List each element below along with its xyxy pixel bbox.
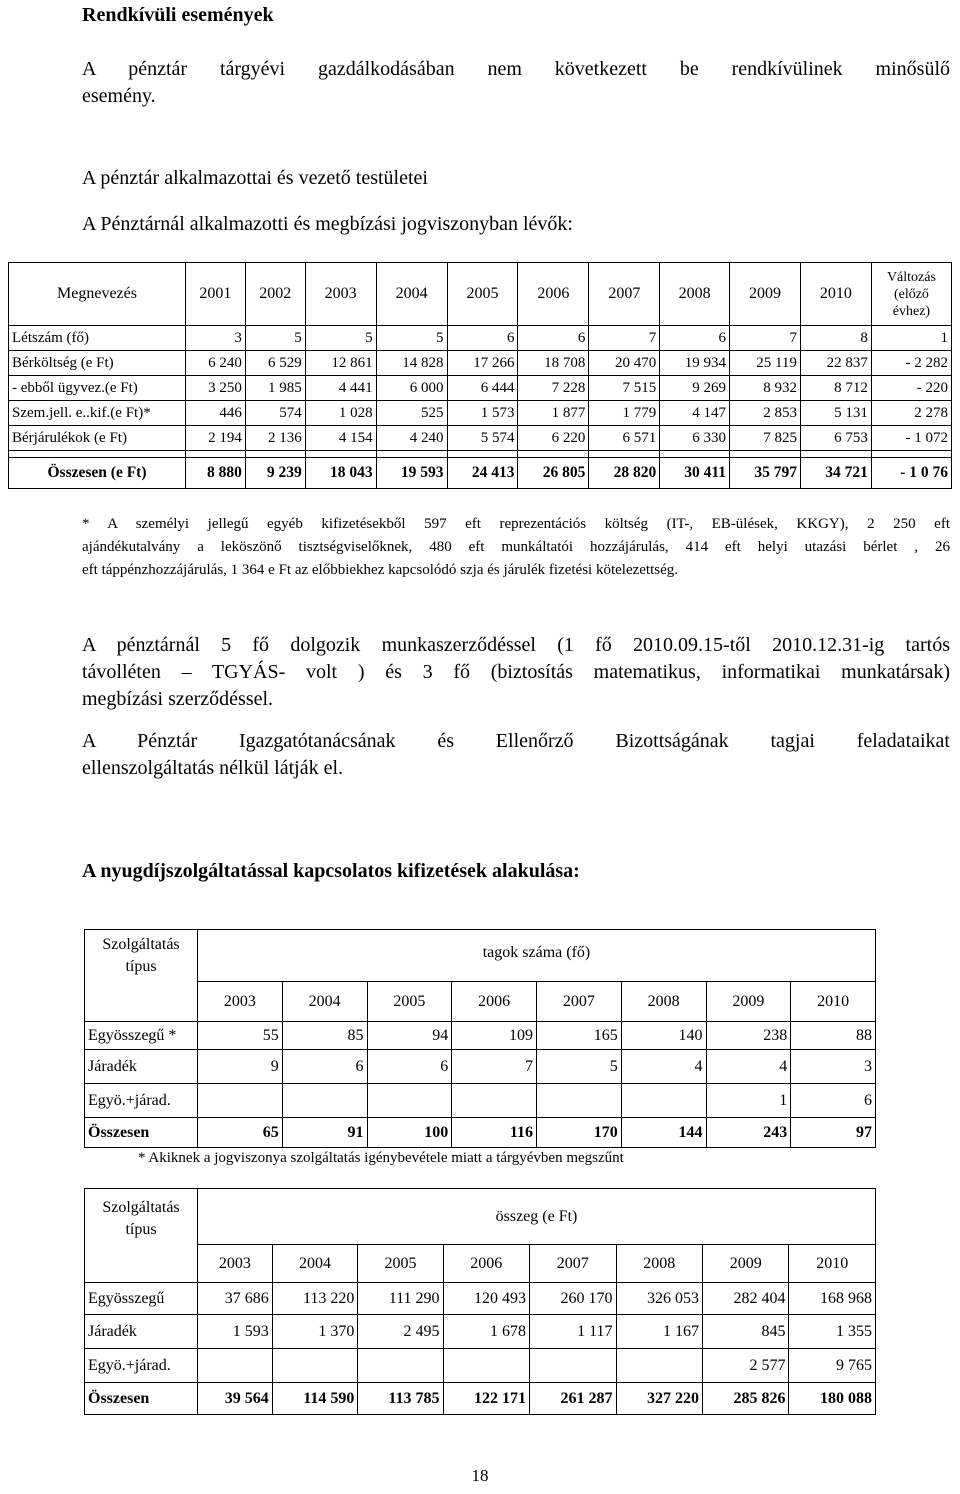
- cell: [367, 1084, 452, 1118]
- cell: [272, 1349, 358, 1383]
- members-year: 2009: [706, 982, 791, 1022]
- total-cell: 327 220: [616, 1383, 702, 1415]
- amount-type-header: [85, 1189, 198, 1283]
- table-row: [85, 1283, 876, 1315]
- cell: 1 573: [447, 401, 518, 426]
- staff-header-year: 2001: [186, 263, 246, 326]
- cell: 88: [791, 1022, 876, 1050]
- amount-year: 2009: [703, 1245, 789, 1283]
- cell: 4: [706, 1050, 791, 1084]
- total-cell: 28 820: [589, 458, 660, 489]
- members-year: 2008: [621, 982, 706, 1022]
- members-years-row: [85, 982, 876, 1022]
- total-cell: 261 287: [530, 1383, 616, 1415]
- row-label: Bérköltség (e Ft): [9, 351, 186, 376]
- staff-header-change-line3: évhez): [892, 303, 931, 319]
- total-cell: 24 413: [447, 458, 518, 489]
- cell: 5 131: [800, 401, 871, 426]
- cell: 6 000: [376, 376, 447, 401]
- cell: 113 220: [272, 1283, 358, 1315]
- amount-year: 2006: [443, 1245, 529, 1283]
- members-caption: tagok száma (fő): [198, 930, 876, 982]
- table-row: [9, 376, 952, 401]
- footnote-line3: eft táppénzhozzájárulás, 1 364 e Ft az előbbiekhez kapcsolódó szja és járulék fizetési kötelezettség.: [82, 562, 679, 578]
- cell: 326 053: [616, 1283, 702, 1315]
- total-cell: 34 721: [800, 458, 871, 489]
- total-cell: 9 239: [245, 458, 305, 489]
- total-cell: 243: [706, 1118, 791, 1148]
- members-year: 2007: [537, 982, 622, 1022]
- staff-table-header: [9, 263, 952, 326]
- cell: 2 136: [245, 426, 305, 451]
- cell: 14 828: [376, 351, 447, 376]
- cell: 6: [447, 326, 518, 351]
- cell: 109: [452, 1022, 537, 1050]
- cell: 4 147: [660, 401, 730, 426]
- cell: 6: [791, 1084, 876, 1118]
- cell: [198, 1349, 273, 1383]
- employment-text-line1: A pénztárnál 5 fő dolgozik munkaszerződéssel (1 fő 2010.09.15-től 2010.12.31-ig tartós: [82, 634, 950, 656]
- staff-header-year: 2010: [800, 263, 871, 326]
- total-cell: 122 171: [443, 1383, 529, 1415]
- total-cell: 144: [621, 1118, 706, 1148]
- row-label: Egyö.+járad.: [85, 1349, 198, 1383]
- total-cell: 35 797: [730, 458, 801, 489]
- cell: 6 753: [800, 426, 871, 451]
- cell: 6: [367, 1050, 452, 1084]
- cell: 1: [706, 1084, 791, 1118]
- cell: 7 825: [730, 426, 801, 451]
- change-cell: - 220: [871, 376, 951, 401]
- amount-year: 2008: [616, 1245, 702, 1283]
- cell: [282, 1084, 367, 1118]
- cell: [358, 1349, 443, 1383]
- cell: 6: [660, 326, 730, 351]
- row-label: Járadék: [85, 1315, 198, 1349]
- cell: 1 028: [305, 401, 376, 426]
- total-cell: 18 043: [305, 458, 376, 489]
- cell: 12 861: [305, 351, 376, 376]
- cell: 845: [703, 1315, 789, 1349]
- change-cell: 2 278: [871, 401, 951, 426]
- cell: 2 194: [186, 426, 246, 451]
- cell: 446: [186, 401, 246, 426]
- table-row: [85, 1084, 876, 1118]
- employment-text-line2: távolléten – TGYÁS- volt ) és 3 fő (biztosítás matematikus, informatikai munkatársak): [82, 661, 950, 683]
- staff-header-year: 2007: [589, 263, 660, 326]
- cell: 4: [621, 1050, 706, 1084]
- total-cell: 285 826: [703, 1383, 789, 1415]
- cell: 7 515: [589, 376, 660, 401]
- members-year: 2005: [367, 982, 452, 1022]
- members-year: 2010: [791, 982, 876, 1022]
- staff-header-year: 2009: [730, 263, 801, 326]
- cell: [530, 1349, 616, 1383]
- row-label: - ebből ügyvez.(e Ft): [9, 376, 186, 401]
- extraordinary-events-text-line1: A pénztár tárgyévi gazdálkodásában nem következett be rendkívülinek minősülő: [82, 58, 950, 80]
- members-year: 2004: [282, 982, 367, 1022]
- cell: 140: [621, 1022, 706, 1050]
- staff-header-year: 2003: [305, 263, 376, 326]
- cell: 19 934: [660, 351, 730, 376]
- cell: 2 495: [358, 1315, 443, 1349]
- section-title-payouts: A nyugdíjszolgáltatással kapcsolatos kifizetések alakulása:: [82, 860, 580, 882]
- members-type-header-line2: típus: [125, 958, 157, 975]
- cell: 1 678: [443, 1315, 529, 1349]
- members-caption-row: [85, 930, 876, 982]
- total-cell: 113 785: [358, 1383, 443, 1415]
- staff-header-change: [871, 263, 951, 326]
- cell: 6 240: [186, 351, 246, 376]
- change-cell: - 1 072: [871, 426, 951, 451]
- cell: 6 220: [518, 426, 589, 451]
- cell: 7 228: [518, 376, 589, 401]
- cell: 94: [367, 1022, 452, 1050]
- table-row: [9, 401, 952, 426]
- total-row: [85, 1118, 876, 1148]
- cell: 3 250: [186, 376, 246, 401]
- staff-header-change-line1: Változás: [886, 269, 936, 285]
- staff-header-year: 2008: [660, 263, 730, 326]
- cell: 6 330: [660, 426, 730, 451]
- employment-text-line3: megbízási szerződéssel.: [82, 688, 274, 710]
- cell: 574: [245, 401, 305, 426]
- total-label: Összesen: [85, 1383, 198, 1415]
- amount-years-row: [85, 1245, 876, 1283]
- staff-intro-text: A Pénztárnál alkalmazotti és megbízási jogviszonyban lévők:: [82, 213, 573, 235]
- row-label: Járadék: [85, 1050, 198, 1084]
- table-row: [9, 426, 952, 451]
- amount-caption: összeg (e Ft): [198, 1189, 876, 1245]
- cell: 5 574: [447, 426, 518, 451]
- change-cell: 1: [871, 326, 951, 351]
- members-year: 2003: [198, 982, 283, 1022]
- row-label: Egyösszegű *: [85, 1022, 198, 1050]
- table-row: [85, 1050, 876, 1084]
- cell: [616, 1349, 702, 1383]
- total-cell: 180 088: [789, 1383, 876, 1415]
- cell: 525: [376, 401, 447, 426]
- cell: 1 370: [272, 1315, 358, 1349]
- change-cell: - 2 282: [871, 351, 951, 376]
- cell: 7: [452, 1050, 537, 1084]
- cell: 168 968: [789, 1283, 876, 1315]
- table-row: [85, 1022, 876, 1050]
- row-label: Egyösszegű: [85, 1283, 198, 1315]
- cell: 260 170: [530, 1283, 616, 1315]
- total-cell: 30 411: [660, 458, 730, 489]
- members-year: 2006: [452, 982, 537, 1022]
- cell: 3: [186, 326, 246, 351]
- total-change-cell: - 1 0 76: [871, 458, 951, 489]
- amount-year: 2007: [530, 1245, 616, 1283]
- cell: 120 493: [443, 1283, 529, 1315]
- total-label: Összesen (e Ft): [9, 458, 186, 489]
- cell: 5: [305, 326, 376, 351]
- table-row: [85, 1315, 876, 1349]
- members-note: * Akiknek a jogviszonya szolgáltatás igénybevétele miatt a tárgyévben megszűnt: [138, 1150, 624, 1166]
- total-cell: 8 880: [186, 458, 246, 489]
- cell: 4 441: [305, 376, 376, 401]
- cell: 111 290: [358, 1283, 443, 1315]
- cell: 22 837: [800, 351, 871, 376]
- table-row: [9, 326, 952, 351]
- cell: 20 470: [589, 351, 660, 376]
- cell: 2 853: [730, 401, 801, 426]
- table-row: [9, 351, 952, 376]
- staff-header-year: 2005: [447, 263, 518, 326]
- cell: 9 765: [789, 1349, 876, 1383]
- cell: 1 355: [789, 1315, 876, 1349]
- total-row: [9, 458, 952, 489]
- amount-year: 2003: [198, 1245, 273, 1283]
- cell: 1 877: [518, 401, 589, 426]
- cell: 25 119: [730, 351, 801, 376]
- total-cell: 100: [367, 1118, 452, 1148]
- cell: 3: [791, 1050, 876, 1084]
- staff-header-year: 2004: [376, 263, 447, 326]
- staff-header-year: 2002: [245, 263, 305, 326]
- staff-header-year: 2006: [518, 263, 589, 326]
- total-cell: 65: [198, 1118, 283, 1148]
- members-type-header-line1: Szolgáltatás: [102, 936, 180, 953]
- amount-year: 2004: [272, 1245, 358, 1283]
- cell: 1 593: [198, 1315, 273, 1349]
- cell: 9: [198, 1050, 283, 1084]
- footnote-line1: * A személyi jellegű egyéb kifizetésekből 597 eft reprezentációs költség (IT-, EB-ülések, KKGY), 2 250 eft: [82, 516, 950, 532]
- footnote-line2: ajándékutalvány a leköszönő tisztségviselőknek, 480 eft munkáltatói hozzájárulás, 414 eft helyi utazási bérlet , 26: [82, 539, 950, 555]
- section-title-staff: A pénztár alkalmazottai és vezető testületei: [82, 167, 428, 189]
- cell: 5: [537, 1050, 622, 1084]
- cell: 6: [518, 326, 589, 351]
- cell: 5: [245, 326, 305, 351]
- cell: 8 932: [730, 376, 801, 401]
- total-cell: 116: [452, 1118, 537, 1148]
- amount-type-header-line1: Szolgáltatás: [102, 1199, 180, 1216]
- cell: 4 154: [305, 426, 376, 451]
- cell: 8 712: [800, 376, 871, 401]
- total-cell: 39 564: [198, 1383, 273, 1415]
- members-table: [84, 929, 876, 1148]
- table-row: [85, 1349, 876, 1383]
- page-number: 18: [471, 1466, 489, 1485]
- cell: 18 708: [518, 351, 589, 376]
- row-label: Bérjárulékok (e Ft): [9, 426, 186, 451]
- total-cell: 26 805: [518, 458, 589, 489]
- extraordinary-events-text-line2: esemény.: [82, 85, 156, 107]
- cell: 6 571: [589, 426, 660, 451]
- cell: 8: [800, 326, 871, 351]
- cell: [621, 1084, 706, 1118]
- total-cell: 114 590: [272, 1383, 358, 1415]
- amount-year: 2010: [789, 1245, 876, 1283]
- cell: 7: [589, 326, 660, 351]
- cell: 1 167: [616, 1315, 702, 1349]
- cell: 5: [376, 326, 447, 351]
- cell: 7: [730, 326, 801, 351]
- row-label: Létszám (fő): [9, 326, 186, 351]
- total-label: Összesen: [85, 1118, 198, 1148]
- cell: [452, 1084, 537, 1118]
- total-cell: 91: [282, 1118, 367, 1148]
- board-text-line1: A Pénztár Igazgatótanácsának és Ellenőrző Bizottságának tagjai feladataikat: [82, 730, 950, 752]
- cell: 6 444: [447, 376, 518, 401]
- cell: [198, 1084, 283, 1118]
- section-title-extraordinary-events: Rendkívüli események: [82, 4, 274, 26]
- amount-type-header-line2: típus: [125, 1221, 157, 1238]
- amount-caption-row: [85, 1189, 876, 1245]
- row-label: Szem.jell. e..kif.(e Ft)*: [9, 401, 186, 426]
- staff-header-label: Megnevezés: [9, 263, 186, 326]
- row-label: Egyö.+járad.: [85, 1084, 198, 1118]
- cell: 6: [282, 1050, 367, 1084]
- spacer-row: [9, 451, 952, 458]
- cell: 282 404: [703, 1283, 789, 1315]
- cell: 37 686: [198, 1283, 273, 1315]
- total-cell: 170: [537, 1118, 622, 1148]
- cell: 4 240: [376, 426, 447, 451]
- total-cell: 19 593: [376, 458, 447, 489]
- board-text-line2: ellenszolgáltatás nélkül látják el.: [82, 757, 344, 779]
- cell: 85: [282, 1022, 367, 1050]
- cell: [537, 1084, 622, 1118]
- staff-table: [8, 262, 952, 489]
- cell: 17 266: [447, 351, 518, 376]
- cell: 1 985: [245, 376, 305, 401]
- cell: 55: [198, 1022, 283, 1050]
- total-row: [85, 1383, 876, 1415]
- cell: 6 529: [245, 351, 305, 376]
- cell: 9 269: [660, 376, 730, 401]
- cell: 1 779: [589, 401, 660, 426]
- members-type-header: [85, 930, 198, 1022]
- cell: 165: [537, 1022, 622, 1050]
- total-cell: 97: [791, 1118, 876, 1148]
- cell: 2 577: [703, 1349, 789, 1383]
- amount-table: [84, 1188, 876, 1415]
- cell: 238: [706, 1022, 791, 1050]
- staff-header-change-line2: (előző: [893, 286, 929, 302]
- amount-year: 2005: [358, 1245, 443, 1283]
- cell: [443, 1349, 529, 1383]
- cell: 1 117: [530, 1315, 616, 1349]
